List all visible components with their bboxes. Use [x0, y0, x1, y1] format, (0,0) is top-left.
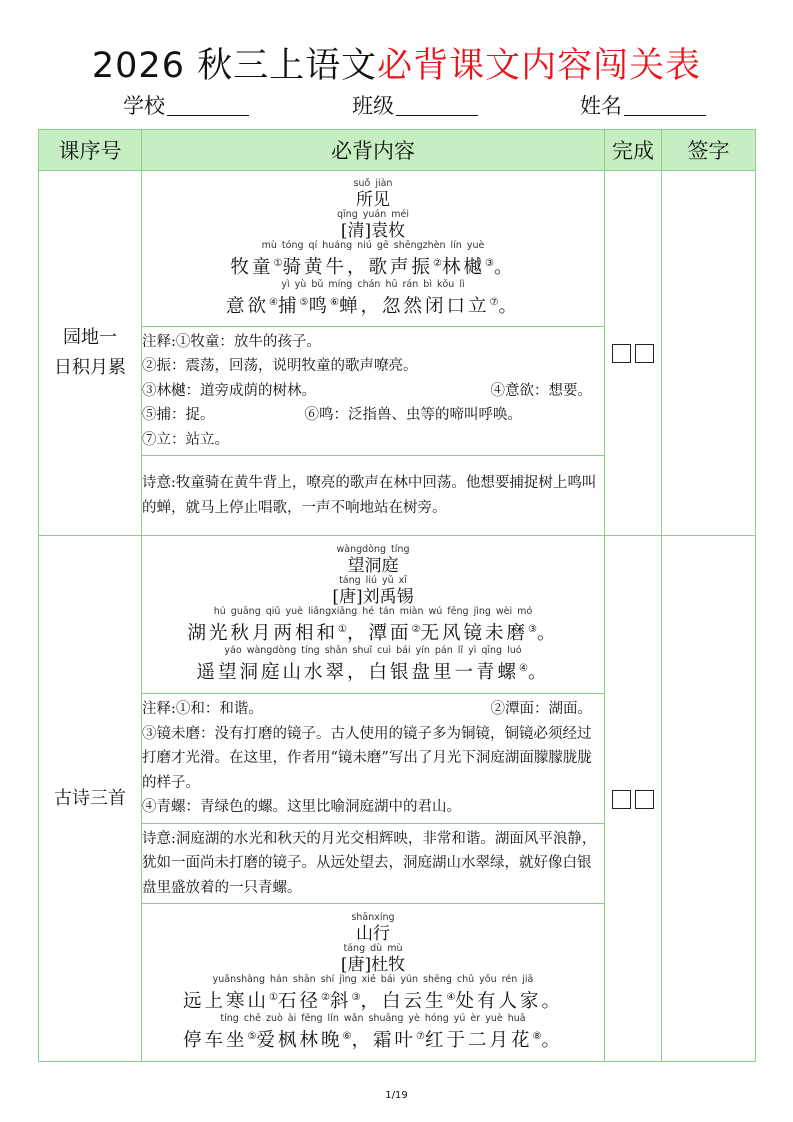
checkbox[interactable] — [635, 790, 654, 809]
name-label: 姓名 — [580, 94, 622, 118]
note-text: 注释:①和：和谐。 — [142, 701, 263, 718]
pinyin-line: táng liú yǔ xī — [339, 575, 407, 587]
note-line: ④青螺：青绿色的螺。这里比喻洞庭湖中的君山。 — [142, 799, 461, 816]
table-header-row — [39, 130, 756, 171]
poem-text: 无风镜未磨 — [420, 623, 528, 645]
sign-cell[interactable] — [662, 536, 756, 1062]
poem-line: 停车坐⑤爱枫林晚⑥，霜叶⑦红于二月花⑧。 — [183, 1029, 563, 1051]
page-title — [0, 40, 793, 92]
checkbox[interactable] — [635, 344, 654, 363]
checklist-table — [38, 129, 756, 1062]
pinyin-line: táng dù mù — [343, 943, 403, 955]
poem-text: 石径 — [278, 991, 322, 1013]
sign-cell[interactable] — [662, 171, 756, 536]
school-label: 学校 — [123, 94, 165, 118]
poem-text: 红于二月花 — [424, 1029, 533, 1051]
done-cell — [605, 536, 662, 1062]
class-field — [352, 88, 478, 124]
meaning-cell: 诗意:牧童骑在黄牛背上，嘹亮的歌声在林中回荡。他想要捕捉树上鸣叫的蝉，就马上停止唱歌，一声不响地站在树旁。 — [142, 456, 605, 536]
poem-text: 。 — [541, 1029, 563, 1051]
lesson-name: 园地一 — [63, 327, 117, 348]
poem-line: 牧童①骑黄牛，歌声振②林樾③。 — [230, 257, 516, 279]
poem-title: 山行 — [356, 924, 390, 945]
checkbox[interactable] — [612, 790, 631, 809]
lesson-cell — [39, 536, 142, 1062]
pinyin-line: qīng yuán méi — [337, 209, 409, 221]
poem-text: ，潭面 — [347, 623, 412, 645]
poem-text: 。 — [493, 257, 516, 279]
name-blank[interactable] — [624, 93, 706, 116]
poem-text: 骑黄牛，歌声振 — [282, 257, 434, 279]
poem-line: 意欲④捕⑤鸣⑥蝉，忽然闭口立⑦。 — [226, 295, 520, 317]
poem-author: [清]袁枚 — [340, 221, 406, 242]
note-line: ②振：震荡，回荡，说明牧童的歌声嘹亮。 — [142, 358, 418, 375]
poem-title: 所见 — [356, 190, 390, 211]
poem-text: 。 — [536, 623, 559, 645]
poem-cell — [142, 171, 605, 327]
header-sign: 签字 — [662, 130, 756, 171]
poem-text: 远上寒山 — [183, 991, 270, 1013]
school-blank[interactable] — [167, 93, 249, 116]
poem-text: ，霜叶 — [351, 1029, 416, 1051]
note-line: 注释:①牧童：放牛的孩子。 — [142, 333, 321, 350]
notes-cell — [142, 327, 605, 456]
lesson-name: 日积月累 — [54, 357, 126, 378]
class-label: 班级 — [352, 94, 394, 118]
header-done: 完成 — [605, 130, 662, 171]
pinyin-line: yuǎnshàng hán shān shí jìng xié bái yún shēng chǔ yǒu rén jiā — [212, 974, 534, 986]
poem-author: [唐]刘禹锡 — [332, 587, 414, 608]
meaning-cell: 诗意:洞庭湖的水光和秋天的月光交相辉映，非常和谐。湖面风平浪静，犹如一面尚未打磨的镜子。从远处望去，洞庭湖山水翠绿，就好像白银盘里盛放着的一只青螺。 — [142, 824, 605, 904]
note-line — [142, 403, 604, 428]
poem-text: 处有人家。 — [455, 991, 563, 1013]
poem-text: 牧童 — [230, 257, 274, 279]
poem-text: 意欲 — [226, 295, 270, 317]
note-text: ④意欲：想要。 — [490, 382, 592, 399]
pinyin-line: mù tóng qí huáng niú gē shēngzhèn lín yuè — [261, 240, 485, 252]
poem-text: 湖光秋月两相和 — [187, 623, 339, 645]
poem-text: 林樾 — [441, 257, 485, 279]
title-red: 必背课文内容闯关表 — [377, 46, 702, 86]
poem-text: 。 — [527, 661, 550, 683]
notes-cell — [142, 694, 605, 824]
poem-text: 。 — [498, 295, 520, 317]
note-text: ②潭面：湖面。 — [490, 701, 592, 718]
table-row — [39, 536, 756, 694]
poem-line: 远上寒山①石径②斜③，白云生④处有人家。 — [183, 991, 563, 1013]
pinyin-line: wàngdòng tíng — [336, 544, 410, 556]
poem-text: 蝉，忽然闭口立 — [338, 295, 490, 317]
poem-text: ，白云生 — [360, 991, 447, 1013]
note-line — [142, 379, 604, 404]
poem-text: 鸣 — [308, 295, 330, 317]
page-number: 1/19 — [385, 1090, 408, 1101]
pinyin-line: suǒ jiàn — [353, 178, 393, 190]
poem-text: 捕 — [278, 295, 300, 317]
pinyin-line: shānxíng — [351, 912, 395, 924]
pinyin-line: yì yù bǔ míng chán hū rán bì kǒu lì — [281, 278, 465, 290]
header-lesson: 课序号 — [39, 130, 142, 171]
name-field — [580, 88, 706, 124]
pinyin-line: hú guāng qiū yuè liǎngxiāng hé tán miàn wú fēng jìng wèi mó — [213, 606, 533, 618]
poem-text: 停车坐 — [183, 1029, 248, 1051]
poem-title: 望洞庭 — [347, 556, 399, 577]
note-text: ⑥鸣：泛指兽、虫等的啼叫呼唤。 — [304, 407, 522, 424]
header-content: 必背内容 — [142, 130, 605, 171]
done-cell — [605, 171, 662, 536]
note-line: ⑦立：站立。 — [142, 431, 229, 448]
pinyin-line: tíng chē zuò ài fēng lín wǎn shuāng yè hóng yú èr yuè huā — [220, 1012, 526, 1024]
lesson-cell — [39, 171, 142, 536]
table-row — [39, 171, 756, 327]
poem-line: 湖光秋月两相和①，潭面②无风镜未磨③。 — [187, 623, 559, 645]
lesson-name: 古诗三首 — [54, 787, 126, 809]
pinyin-line: yáo wàngdòng tíng shān shuǐ cuì bái yín pán lǐ yì qīng luó — [224, 644, 522, 656]
poem-author: [唐]杜牧 — [340, 955, 406, 976]
poem-line: 遥望洞庭山水翠，白银盘里一青螺④。 — [196, 661, 550, 683]
poem-cell — [142, 536, 605, 694]
school-field — [123, 88, 249, 124]
checkbox[interactable] — [612, 344, 631, 363]
note-text: ③林樾：道旁成荫的树林。 — [142, 382, 316, 399]
poem-cell — [142, 904, 605, 1062]
title-black: 2026 秋三上语文 — [91, 46, 378, 86]
poem-text: 爱枫林晚 — [256, 1029, 343, 1051]
note-line — [142, 697, 604, 722]
note-text: ⑤捕：捉。 — [142, 407, 215, 424]
note-line: ③镜未磨：没有打磨的镜子。古人使用的镜子多为铜镜，铜镜必须经过打磨才光滑。在这里，作者用“镜未磨”写出了月光下洞庭湖面朦朦胧胧的样子。 — [142, 725, 592, 791]
poem-text: 遥望洞庭山水翠，白银盘里一青螺 — [196, 661, 520, 683]
class-blank[interactable] — [396, 93, 478, 116]
poem-text: 斜 — [329, 991, 352, 1013]
